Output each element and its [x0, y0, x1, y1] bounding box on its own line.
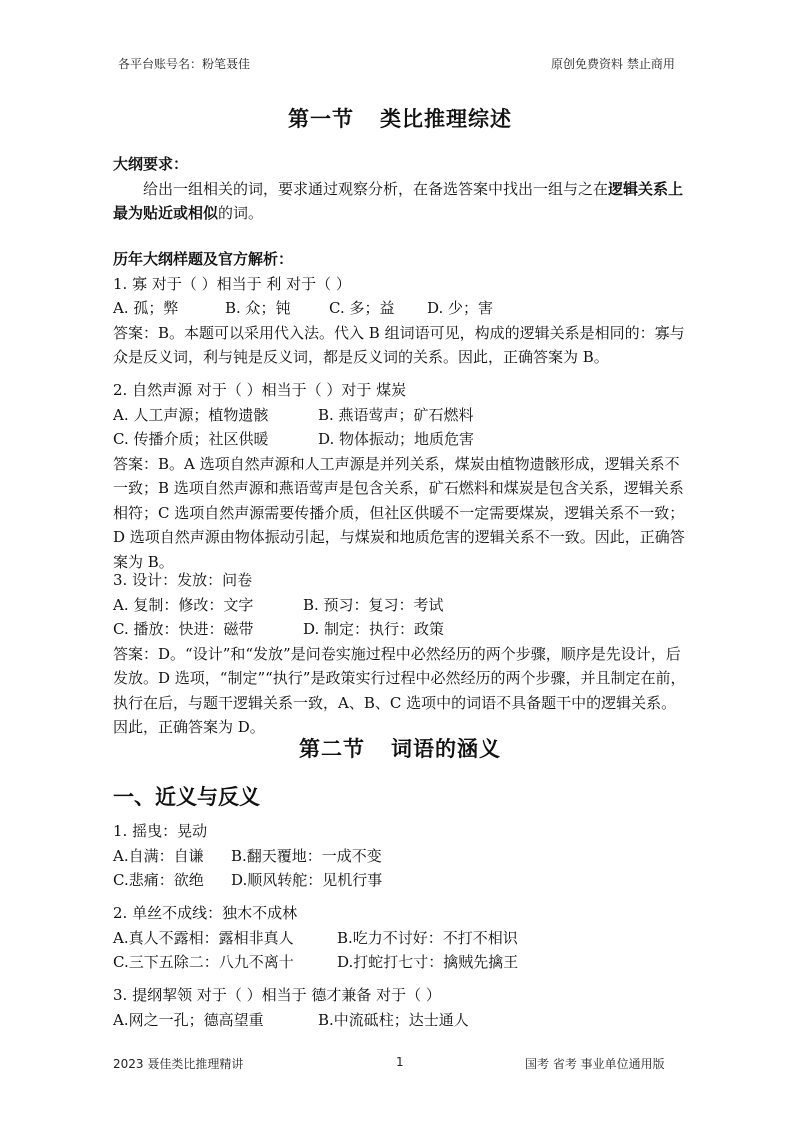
part-1-heading: 一、近义与反义: [113, 785, 260, 809]
q3-option-d: D. 制定：执行：政策: [303, 620, 445, 638]
q2-answer: 答案：B。A 选项自然声源和人工声源是并列关系，煤炭由植物遗骸形成，逻辑关系不一致；B 选项自然声源和燕语莺声是包含关系，矿石燃料和煤炭是包含关系，逻辑关系相符；C 选项自然声源需要传播介质，但社区供暖不一定需要煤炭，逻辑关系不一致；D 选项自然声源由物体振动引起，与煤炭和地质危害的逻辑关系不一致。因此，正确答案为 B。: [113, 454, 685, 571]
e1-option-c: C.悲痛：欲绝: [113, 871, 204, 889]
exercise-2: [113, 901, 689, 975]
q2-options-row-1: [113, 403, 689, 428]
question-1: [113, 247, 689, 370]
e2-option-b: B.吃力不讨好：不打不相识: [337, 928, 518, 947]
q1-option-d: D. 少；害: [427, 299, 494, 317]
question-2: [113, 378, 689, 574]
e2-stem: 2. 单丝不成线：独木不成林: [113, 904, 298, 922]
section-2-title: [0, 733, 800, 763]
footer-edition: 国考 省考 事业单位通用版: [525, 1057, 665, 1071]
q1-options: [113, 296, 689, 321]
e1-option-a: A.自满：自谦: [113, 846, 204, 865]
section-2-number: 第二节: [299, 737, 365, 761]
syllabus-block: [113, 152, 689, 226]
e1-option-d: D.顺风转舵：见机行事: [231, 871, 383, 889]
q2-option-d: D. 物体振动；地质危害: [318, 430, 475, 448]
q3-options-row-2: [113, 617, 689, 642]
q1-stem: 1. 寡 对于（ ）相当于 利 对于（ ）: [113, 274, 351, 293]
q1-option-b: B. 众；钝: [225, 299, 291, 317]
q3-answer: 答案：D。“设计”和“发放”是问卷实施过程中必然经历的两个步骤，顺序是先设计，后发放。D 选项，“制定”“执行”是政策实行过程中必然经历的两个步骤，并且制定在前，执行在后，与题干逻辑关系一致，A、B、C 选项中的词语不具备题干中的逻辑关系。因此，正确答案为 D。: [113, 644, 686, 736]
q3-option-c: C. 播放：快进：磁带: [113, 620, 254, 638]
section-1-title: [0, 103, 800, 133]
e1-stem: 1. 摇曳：晃动: [113, 822, 208, 840]
exercise-3: [113, 983, 689, 1032]
page-number: 1: [396, 1055, 404, 1069]
section-1-name: 类比推理综述: [380, 107, 512, 131]
e3-stem: 3. 提纲挈领 对于（ ）相当于 德才兼备 对于（ ）: [113, 986, 441, 1004]
section-1-number: 第一节: [288, 107, 354, 131]
e3-option-b: B.中流砥柱；达士通人: [318, 1010, 469, 1029]
e3-option-a: A.网之一孔；德高望重: [113, 1010, 264, 1029]
exercise-1: [113, 819, 689, 893]
q2-option-a: A. 人工声源；植物遗骸: [113, 405, 269, 424]
section-2-name: 词语的涵义: [391, 737, 501, 761]
e3-options-row-1: [113, 1008, 689, 1033]
question-3: [113, 568, 689, 740]
header-notice: 原创免费资料 禁止商用: [551, 57, 675, 71]
e2-option-c: C.三下五除二：八九不离十: [113, 953, 294, 971]
syllabus-text: [113, 177, 689, 226]
syllabus-text-emphasis: 逻辑关系上最为贴近或相似: [113, 179, 684, 222]
e2-options-row-1: [113, 926, 689, 951]
syllabus-heading: 大纲要求：: [113, 155, 189, 173]
samples-heading: 历年大纲样题及官方解析：: [113, 250, 294, 268]
e2-option-d: D.打蛇打七寸：擒贼先擒王: [337, 953, 519, 971]
q1-answer: 答案：B。本题可以采用代入法。代入 B 组词语可见，构成的逻辑关系是相同的：寡与众是反义词，利与钝是反义词，都是反义词的关系。因此，正确答案为 B。: [113, 323, 685, 366]
q3-stem: 3. 设计：发放：问卷: [113, 571, 253, 589]
q3-option-a: A. 复制：修改：文字: [113, 595, 254, 614]
header-account-name: 各平台账号名：粉笔聂佳: [118, 57, 251, 71]
e1-option-b: B.翻天覆地：一成不变: [231, 846, 382, 865]
q2-stem: 2. 自然声源 对于（ ）相当于（ ）对于 煤炭: [113, 381, 407, 399]
q2-options-row-2: [113, 427, 689, 452]
syllabus-text-c: 的词。: [218, 204, 264, 222]
e2-option-a: A.真人不露相：露相非真人: [113, 928, 294, 947]
q2-option-c: C. 传播介质；社区供暖: [113, 430, 269, 448]
e1-options-row-1: [113, 844, 689, 869]
e1-options-row-2: [113, 868, 689, 893]
q1-option-c: C. 多；益: [329, 299, 395, 317]
syllabus-text-a: 给出一组相关的词，要求通过观察分析，在备选答案中找出一组与之在: [143, 179, 609, 198]
e2-options-row-2: [113, 950, 689, 975]
q3-option-b: B. 预习：复习：考试: [303, 595, 444, 614]
q3-options-row-1: [113, 593, 689, 618]
q1-option-a: A. 孤；弊: [113, 299, 179, 317]
footer-course-title: 2023 聂佳类比推理精讲: [113, 1057, 244, 1071]
q2-option-b: B. 燕语莺声；矿石燃料: [318, 405, 474, 424]
